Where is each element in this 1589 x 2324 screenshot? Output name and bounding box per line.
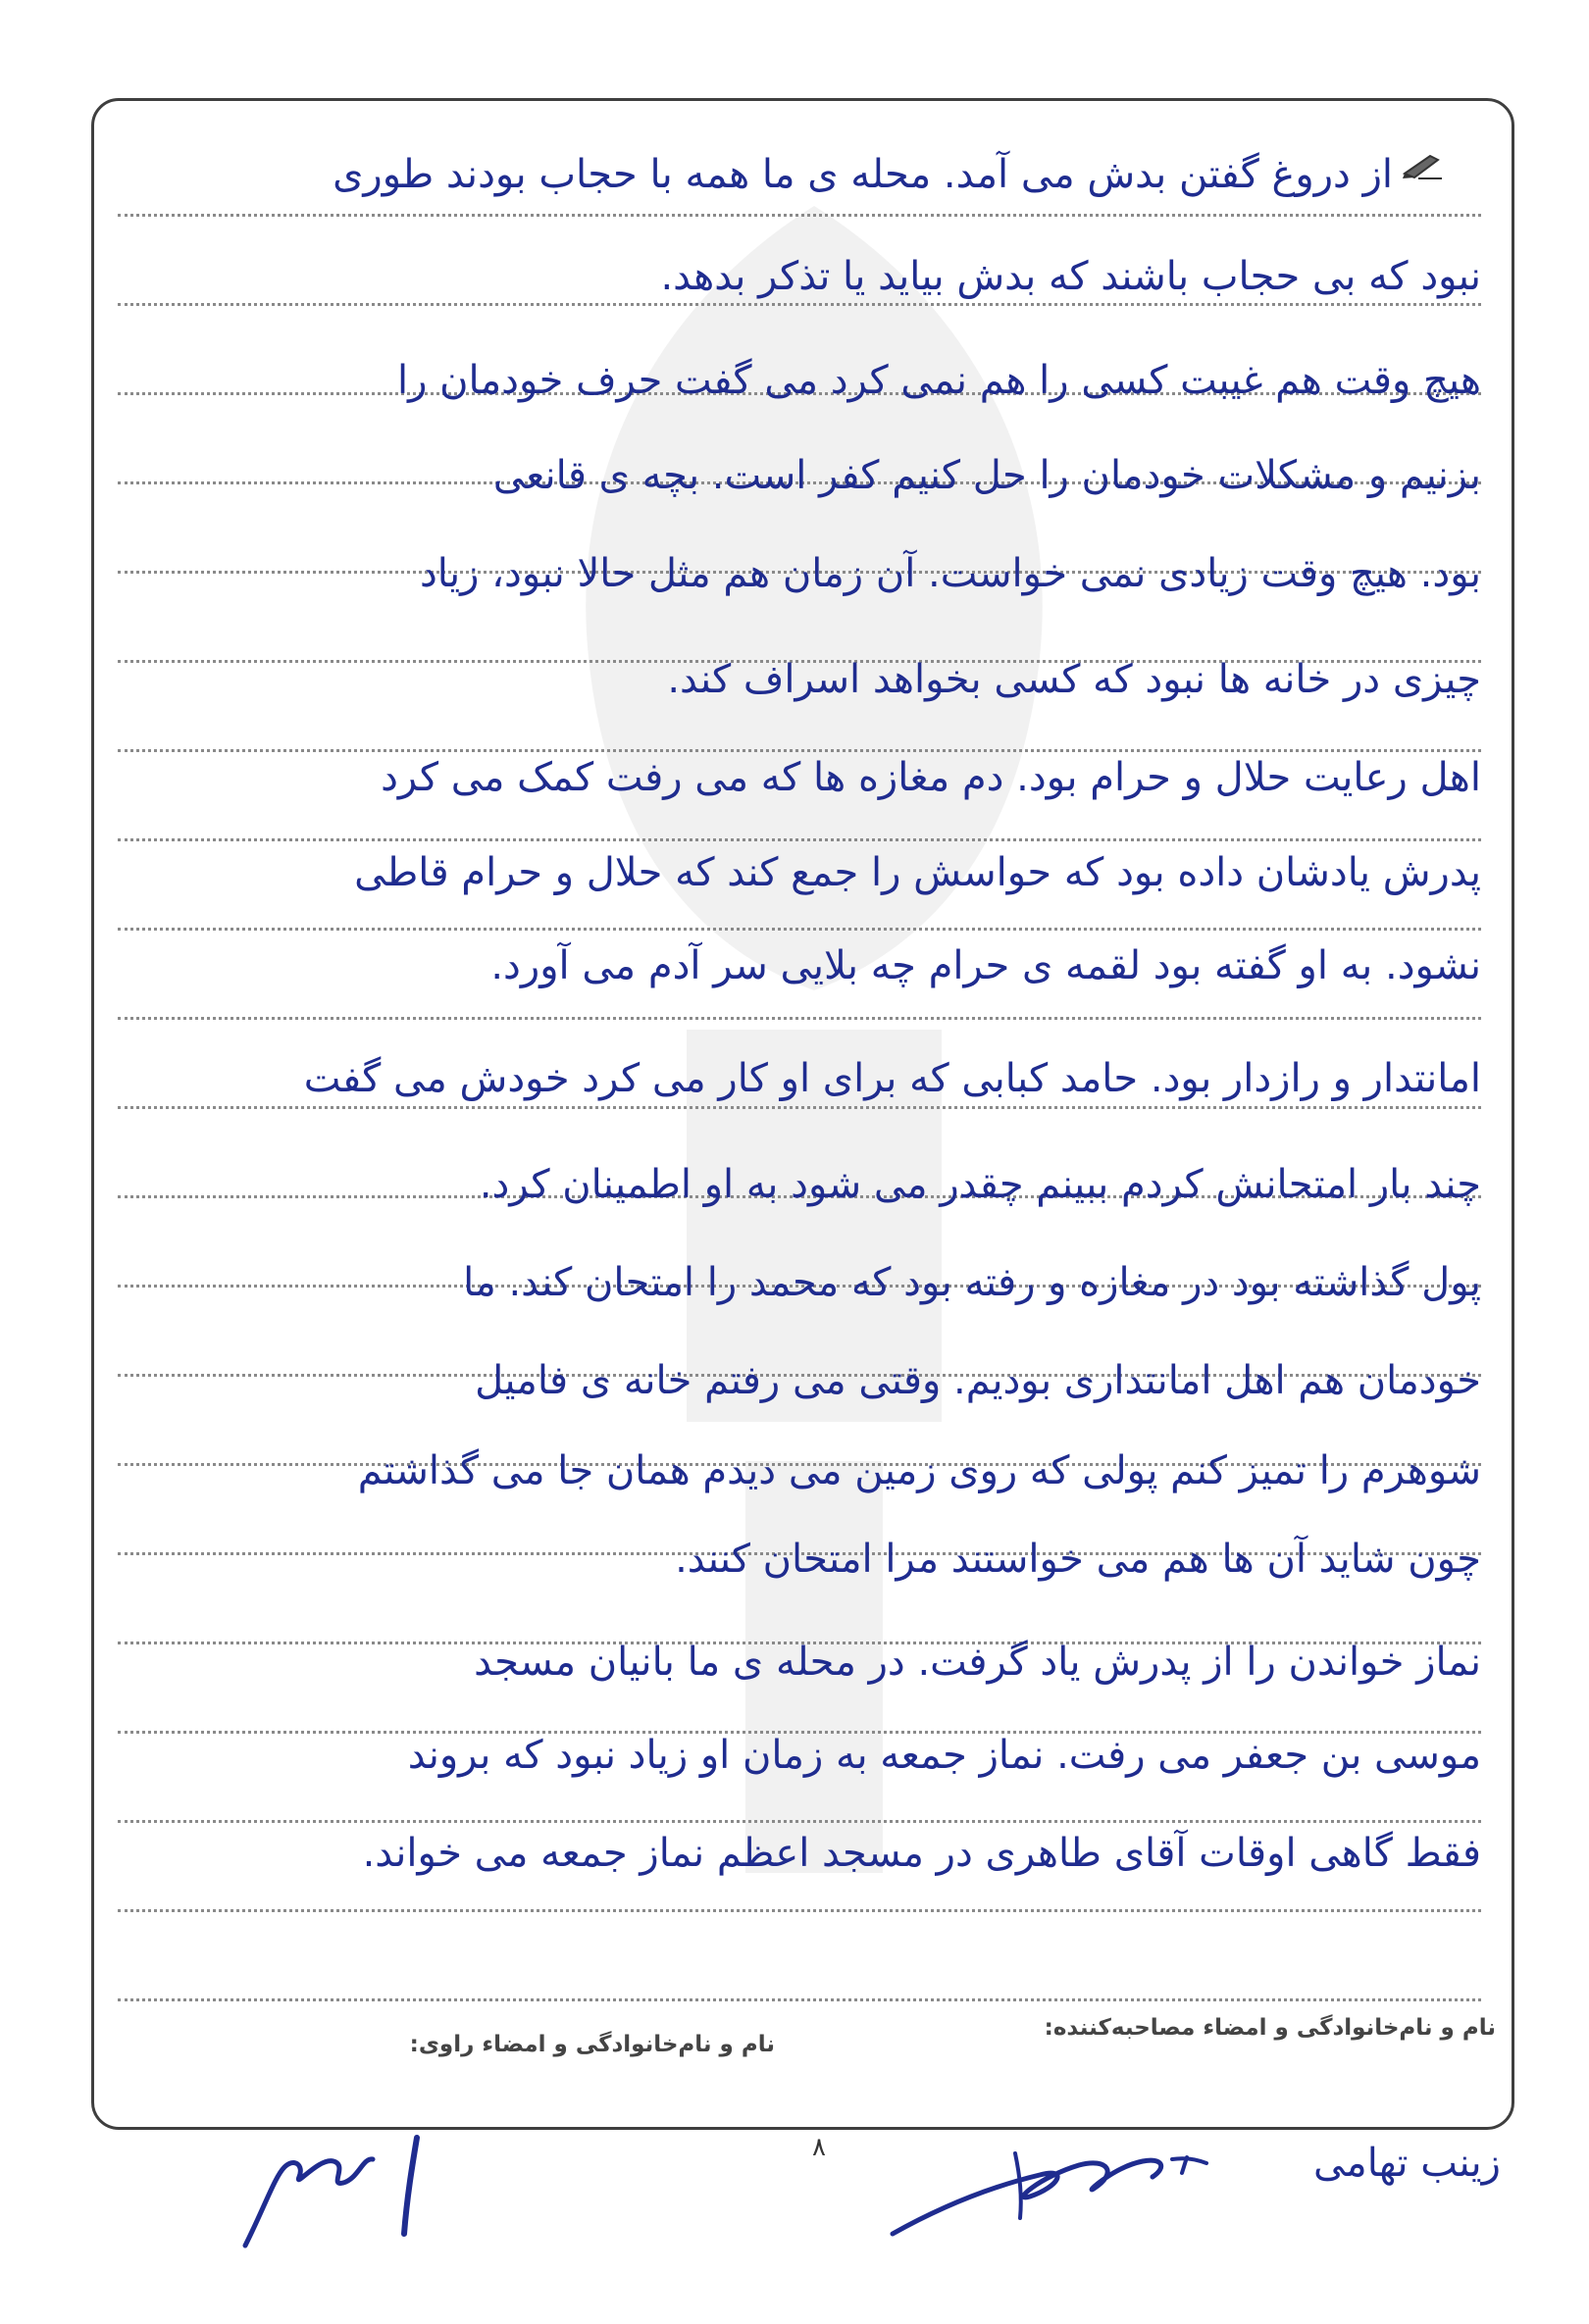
text-line: بود. هیچ وقت زیادی نمی خواست. آن زمان هم مثل حالا نبود، زیاد <box>419 551 1481 596</box>
interviewer-signature: زینب تهامی <box>1312 2141 1501 2186</box>
text-line: چون شاید آن ها هم می خواستند مرا امتحان کنند. <box>675 1537 1481 1582</box>
rule-line <box>118 214 1481 217</box>
narrator-label: نام و نام‌خانوادگی و امضاء راوی: <box>409 2032 775 2057</box>
text-line: چیزی در خانه ها نبود که کسی بخواهد اسراف کند. <box>667 657 1481 702</box>
rule-line <box>118 928 1481 931</box>
text-line: خودمان هم اهل امانتداری بودیم. وقتی می رفتم خانه ی فامیل <box>475 1358 1481 1403</box>
rule-line <box>118 838 1481 841</box>
text-line: فقط گاهی اوقات آقای طاهری در مسجد اعظم نماز جمعه می خواند. <box>362 1831 1481 1876</box>
text-line: نماز خواندن را از پدرش یاد گرفت. در محله ی ما بانیان مسجد <box>474 1640 1481 1685</box>
rule-line <box>118 1017 1481 1020</box>
text-line: چند بار امتحانش کردم ببینم چقدر می شود به او اطمینان کرد. <box>479 1162 1481 1207</box>
rule-line <box>118 1820 1481 1823</box>
text-line: موسی بن جعفر می رفت. نماز جمعه به زمان او زیاد نبود که بروند <box>407 1733 1481 1778</box>
text-line: نبود که بی حجاب باشند که بدش بیاید یا تذکر بدهد. <box>660 254 1481 299</box>
text-line: هیچ وقت هم غیبت کسی را هم نمی کرد می گفت حرف خودمان را <box>397 358 1481 403</box>
text-line: نشود. به او گفته بود لقمه ی حرام چه بلایی سر آدم می آورد. <box>490 943 1481 988</box>
text-line: پدرش یادشان داده بود که حواسش را جمع کند که حلال و حرام قاطی <box>354 850 1481 895</box>
text-line: شوهرم را تمیز کنم پولی که روی زمین می دیدم همان جا می گذاشتم <box>357 1448 1481 1493</box>
interviewer-label: نام و نام‌خانوادگی و امضاء مصاحبه‌کننده: <box>1044 2015 1496 2041</box>
text-line: اهل رعایت حلال و حرام بود. دم مغازه ها که می رفت کمک می کرد <box>381 755 1481 800</box>
rule-line <box>118 1998 1481 2001</box>
rule-line <box>118 1909 1481 1912</box>
text-line: از دروغ گفتن بدش می آمد. محله ی ما همه با حجاب بودند طوری <box>333 152 1393 197</box>
text-line: پول گذاشته بود در مغازه و رفته بود که محمد را امتحان کند. ما <box>463 1260 1481 1305</box>
text-line: امانتدار و رازدار بود. حامد کبابی که برای او کار می کرد خودش می گفت <box>303 1056 1481 1101</box>
narrator-signature-scribble <box>226 2118 441 2255</box>
text-line: بزنیم و مشکلات خودمان را حل کنیم کفر است. بچه ی قانعی <box>492 453 1481 498</box>
interviewer-signature-scribble <box>873 2138 1216 2246</box>
page-number: ۸ <box>812 2133 826 2162</box>
